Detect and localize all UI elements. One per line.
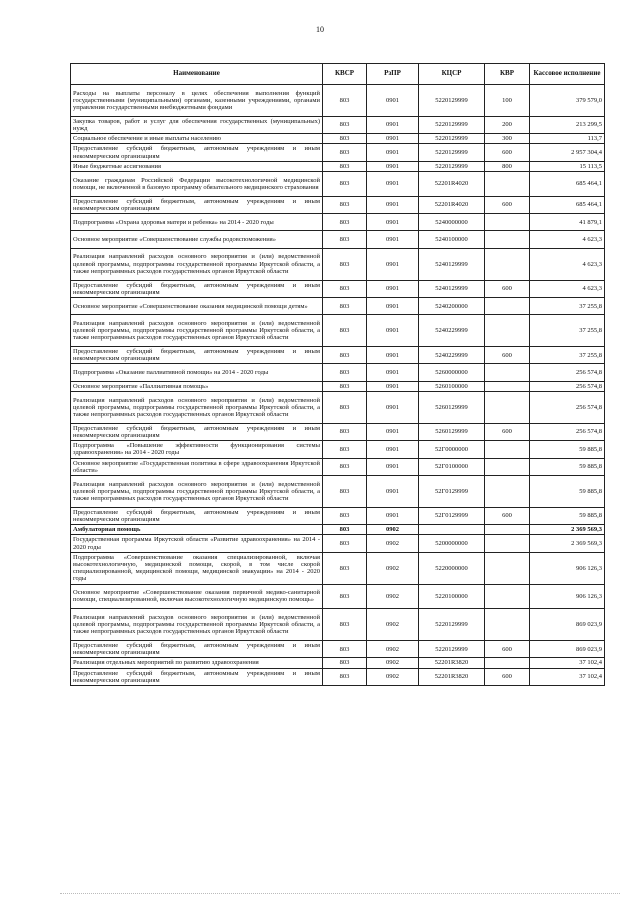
table-row bbox=[71, 423, 605, 440]
row-kcsr: 5220129999 bbox=[419, 609, 485, 641]
table-row bbox=[71, 213, 605, 230]
row-kcsr: 52Г0100000 bbox=[419, 458, 485, 475]
row-rzpr: 0901 bbox=[367, 423, 419, 440]
row-name: Предоставление субсидий бюджетным, автономным учреждениям и иным некоммерческим организациям bbox=[71, 347, 323, 364]
row-name: Реализация отдельных мероприятий по развитию здравоохранения bbox=[71, 658, 323, 668]
row-kvsr: 803 bbox=[323, 381, 367, 391]
row-name: Основное мероприятие «Совершенствование оказания первичной медико-санитарной помощи, специализированной, включая высокотехнологичную медицинскую помощь» bbox=[71, 584, 323, 609]
row-cash-execution: 2 369 569,3 bbox=[530, 535, 605, 552]
row-cash-execution: 59 885,8 bbox=[530, 458, 605, 475]
row-kvsr: 803 bbox=[323, 171, 367, 196]
row-name: Подпрограмма «Повышение эффективности функционирования системы здравоохранения» на 2014 - 2020 годы bbox=[71, 441, 323, 458]
row-cash-execution: 906 126,3 bbox=[530, 552, 605, 584]
row-kvr: 600 bbox=[485, 144, 530, 161]
table-row bbox=[71, 584, 605, 609]
row-kvsr: 803 bbox=[323, 668, 367, 685]
row-kcsr: 5220129999 bbox=[419, 144, 485, 161]
table-row bbox=[71, 144, 605, 161]
row-rzpr: 0901 bbox=[367, 134, 419, 144]
table-header-row bbox=[71, 64, 605, 85]
row-name: Оказание гражданам Российской Федерации высокотехнологичной медицинской помощи, не включенной в базовую программу обязательного медицинского страхования bbox=[71, 171, 323, 196]
row-cash-execution: 256 574,8 bbox=[530, 364, 605, 381]
row-kcsr: 5260100000 bbox=[419, 381, 485, 391]
row-kvsr: 803 bbox=[323, 476, 367, 508]
header-kvsr: КВСР bbox=[323, 64, 367, 85]
row-cash-execution: 256 574,8 bbox=[530, 423, 605, 440]
row-cash-execution: 37 102,4 bbox=[530, 668, 605, 685]
row-kvr bbox=[485, 552, 530, 584]
table-row bbox=[71, 248, 605, 280]
row-cash-execution: 685 464,1 bbox=[530, 196, 605, 213]
row-kvr: 600 bbox=[485, 668, 530, 685]
header-name: Наименование bbox=[71, 64, 323, 85]
row-kvr: 600 bbox=[485, 196, 530, 213]
row-kcsr: 52201R4020 bbox=[419, 196, 485, 213]
row-name: Закупка товаров, работ и услуг для обеспечения государственных (муниципальных) нужд bbox=[71, 116, 323, 133]
row-name: Подпрограмма «Охрана здоровья матери и ребенка» на 2014 - 2020 годы bbox=[71, 213, 323, 230]
row-kvsr: 803 bbox=[323, 507, 367, 524]
row-kvr bbox=[485, 381, 530, 391]
row-cash-execution: 59 885,8 bbox=[530, 507, 605, 524]
row-name: Предоставление субсидий бюджетным, автономным учреждениям и иным некоммерческим организациям bbox=[71, 280, 323, 297]
row-kvsr: 803 bbox=[323, 584, 367, 609]
row-kvr bbox=[485, 441, 530, 458]
row-rzpr: 0901 bbox=[367, 85, 419, 117]
row-name: Подпрограмма «Оказание паллиативной помощи» на 2014 - 2020 годы bbox=[71, 364, 323, 381]
table-row bbox=[71, 658, 605, 668]
row-name: Предоставление субсидий бюджетным, автономным учреждениям и иным некоммерческим организациям bbox=[71, 144, 323, 161]
row-kcsr: 52Г0129999 bbox=[419, 507, 485, 524]
row-rzpr: 0902 bbox=[367, 658, 419, 668]
row-cash-execution: 4 623,3 bbox=[530, 231, 605, 248]
row-kcsr: 5220129999 bbox=[419, 116, 485, 133]
row-kvr bbox=[485, 213, 530, 230]
row-kcsr: 5240129999 bbox=[419, 248, 485, 280]
table-row bbox=[71, 116, 605, 133]
table-row bbox=[71, 364, 605, 381]
table-row bbox=[71, 280, 605, 297]
row-kvsr: 803 bbox=[323, 392, 367, 424]
row-rzpr: 0902 bbox=[367, 668, 419, 685]
row-cash-execution: 41 879,1 bbox=[530, 213, 605, 230]
row-name: Предоставление субсидий бюджетным, автономным учреждениям и иным некоммерческим организациям bbox=[71, 668, 323, 685]
row-kvsr: 803 bbox=[323, 196, 367, 213]
row-rzpr: 0902 bbox=[367, 584, 419, 609]
row-kvsr: 803 bbox=[323, 347, 367, 364]
row-name: Иные бюджетные ассигнования bbox=[71, 161, 323, 171]
row-kvr bbox=[485, 364, 530, 381]
row-name: Основное мероприятие «Совершенствование оказания медицинской помощи детям» bbox=[71, 297, 323, 314]
row-name: Основное мероприятие «Совершенствование службы родовспоможения» bbox=[71, 231, 323, 248]
table-row bbox=[71, 315, 605, 347]
row-kvsr: 803 bbox=[323, 213, 367, 230]
row-kvr bbox=[485, 584, 530, 609]
row-rzpr: 0901 bbox=[367, 441, 419, 458]
row-kcsr: 52Г0000000 bbox=[419, 441, 485, 458]
row-name: Основное мероприятие «Паллиативная помощь» bbox=[71, 381, 323, 391]
table-body bbox=[71, 85, 605, 686]
row-rzpr: 0901 bbox=[367, 315, 419, 347]
row-kvsr: 803 bbox=[323, 640, 367, 657]
row-kvsr: 803 bbox=[323, 231, 367, 248]
table-row bbox=[71, 134, 605, 144]
table-row bbox=[71, 441, 605, 458]
row-rzpr: 0901 bbox=[367, 161, 419, 171]
row-kvsr: 803 bbox=[323, 85, 367, 117]
row-kcsr: 5200000000 bbox=[419, 535, 485, 552]
row-kcsr: 52201R3820 bbox=[419, 668, 485, 685]
row-name: Реализация направлений расходов основного мероприятия и (или) ведомственной целевой программы, подпрограммы государственной программы Иркутской области, а также непрограммных расходов государственных органов Иркутской области bbox=[71, 315, 323, 347]
row-cash-execution: 113,7 bbox=[530, 134, 605, 144]
table-row bbox=[71, 525, 605, 535]
row-kcsr: 52Г0129999 bbox=[419, 476, 485, 508]
row-kvsr: 803 bbox=[323, 609, 367, 641]
row-rzpr: 0902 bbox=[367, 640, 419, 657]
row-rzpr: 0902 bbox=[367, 525, 419, 535]
row-name: Предоставление субсидий бюджетным, автономным учреждениям и иным некоммерческим организациям bbox=[71, 507, 323, 524]
header-kcsr: КЦСР bbox=[419, 64, 485, 85]
row-cash-execution: 379 579,0 bbox=[530, 85, 605, 117]
row-kvr: 300 bbox=[485, 134, 530, 144]
row-rzpr: 0902 bbox=[367, 552, 419, 584]
row-cash-execution: 4 623,3 bbox=[530, 248, 605, 280]
row-kvsr: 803 bbox=[323, 458, 367, 475]
row-kvsr: 803 bbox=[323, 315, 367, 347]
row-kvsr: 803 bbox=[323, 441, 367, 458]
row-kcsr: 5240100000 bbox=[419, 231, 485, 248]
row-cash-execution: 256 574,8 bbox=[530, 381, 605, 391]
row-kvr: 100 bbox=[485, 85, 530, 117]
row-kvsr: 803 bbox=[323, 134, 367, 144]
row-name: Реализация направлений расходов основного мероприятия и (или) ведомственной целевой программы, подпрограммы государственной программы Иркутской области, а также непрограммных расходов государственных органов Иркутской области bbox=[71, 609, 323, 641]
table-row bbox=[71, 609, 605, 641]
row-kvr: 600 bbox=[485, 507, 530, 524]
row-rzpr: 0901 bbox=[367, 213, 419, 230]
row-kvsr: 803 bbox=[323, 116, 367, 133]
row-cash-execution: 685 464,1 bbox=[530, 171, 605, 196]
row-rzpr: 0901 bbox=[367, 381, 419, 391]
row-rzpr: 0901 bbox=[367, 392, 419, 424]
row-kvsr: 803 bbox=[323, 280, 367, 297]
table-row bbox=[71, 535, 605, 552]
row-rzpr: 0901 bbox=[367, 248, 419, 280]
row-kvsr: 803 bbox=[323, 423, 367, 440]
row-rzpr: 0901 bbox=[367, 144, 419, 161]
row-kvr bbox=[485, 315, 530, 347]
row-kcsr: 5220129999 bbox=[419, 161, 485, 171]
row-kvr bbox=[485, 171, 530, 196]
row-kvr bbox=[485, 609, 530, 641]
row-cash-execution: 37 255,8 bbox=[530, 297, 605, 314]
row-kvr: 600 bbox=[485, 347, 530, 364]
row-name: Реализация направлений расходов основного мероприятия и (или) ведомственной целевой программы, подпрограммы государственной программы Иркутской области, а также непрограммных расходов государственных органов Иркутской области bbox=[71, 248, 323, 280]
table-row bbox=[71, 297, 605, 314]
row-name: Подпрограмма «Совершенствование оказания специализированной, включая высокотехнологичную, медицинской помощи, скорой, в том числе скорой специализированной, медицинской помощи, медицинской эвакуации» на 2014 - 2020 годы bbox=[71, 552, 323, 584]
table-row bbox=[71, 171, 605, 196]
row-kcsr: 5220129999 bbox=[419, 85, 485, 117]
row-rzpr: 0901 bbox=[367, 196, 419, 213]
row-kvr: 600 bbox=[485, 280, 530, 297]
row-cash-execution: 869 023,9 bbox=[530, 640, 605, 657]
row-kcsr: 5260129999 bbox=[419, 392, 485, 424]
row-cash-execution: 906 126,3 bbox=[530, 584, 605, 609]
row-kvsr: 803 bbox=[323, 248, 367, 280]
row-kcsr: 52201R4020 bbox=[419, 171, 485, 196]
row-cash-execution: 2 369 569,3 bbox=[530, 525, 605, 535]
row-cash-execution: 15 113,5 bbox=[530, 161, 605, 171]
row-kvr bbox=[485, 535, 530, 552]
row-rzpr: 0901 bbox=[367, 458, 419, 475]
row-rzpr: 0901 bbox=[367, 476, 419, 508]
row-kvr bbox=[485, 476, 530, 508]
row-name: Социальное обеспечение и иные выплаты населению bbox=[71, 134, 323, 144]
row-cash-execution: 59 885,8 bbox=[530, 476, 605, 508]
table-row bbox=[71, 552, 605, 584]
row-kvsr: 803 bbox=[323, 658, 367, 668]
row-kcsr: 5220129999 bbox=[419, 134, 485, 144]
table-row bbox=[71, 161, 605, 171]
table-row bbox=[71, 347, 605, 364]
row-kvr bbox=[485, 525, 530, 535]
row-kcsr: 52201R3820 bbox=[419, 658, 485, 668]
row-kcsr: 5240000000 bbox=[419, 213, 485, 230]
row-name: Государственная программа Иркутской области «Развитие здравоохранения» на 2014 - 2020 годы bbox=[71, 535, 323, 552]
row-name: Предоставление субсидий бюджетным, автономным учреждениям и иным некоммерческим организациям bbox=[71, 196, 323, 213]
budget-execution-table bbox=[70, 63, 605, 686]
table-row bbox=[71, 507, 605, 524]
row-kcsr: 5240129999 bbox=[419, 280, 485, 297]
table-row bbox=[71, 196, 605, 213]
row-rzpr: 0902 bbox=[367, 609, 419, 641]
row-kcsr: 5240229999 bbox=[419, 347, 485, 364]
row-cash-execution: 59 885,8 bbox=[530, 441, 605, 458]
row-rzpr: 0901 bbox=[367, 347, 419, 364]
row-kvsr: 803 bbox=[323, 525, 367, 535]
row-rzpr: 0901 bbox=[367, 231, 419, 248]
row-cash-execution: 37 102,4 bbox=[530, 658, 605, 668]
row-kvr bbox=[485, 231, 530, 248]
row-rzpr: 0901 bbox=[367, 297, 419, 314]
row-kcsr: 5260129999 bbox=[419, 423, 485, 440]
table-row bbox=[71, 640, 605, 657]
table-row bbox=[71, 231, 605, 248]
row-kvsr: 803 bbox=[323, 297, 367, 314]
header-kvr: КВР bbox=[485, 64, 530, 85]
row-rzpr: 0901 bbox=[367, 280, 419, 297]
row-name: Основное мероприятие «Государственная политика в сфере здравоохранения Иркутской области» bbox=[71, 458, 323, 475]
row-kvr: 600 bbox=[485, 640, 530, 657]
row-kvsr: 803 bbox=[323, 535, 367, 552]
scan-artifact-line bbox=[60, 893, 620, 895]
row-kcsr: 5240200000 bbox=[419, 297, 485, 314]
row-kcsr: 5240229999 bbox=[419, 315, 485, 347]
row-kvr bbox=[485, 658, 530, 668]
row-rzpr: 0902 bbox=[367, 535, 419, 552]
row-kvr bbox=[485, 392, 530, 424]
row-kvr: 800 bbox=[485, 161, 530, 171]
row-kvr: 600 bbox=[485, 423, 530, 440]
row-kvsr: 803 bbox=[323, 144, 367, 161]
table-row bbox=[71, 392, 605, 424]
row-name: Амбулаторная помощь bbox=[71, 525, 323, 535]
row-kvsr: 803 bbox=[323, 161, 367, 171]
header-rzpr: РзПР bbox=[367, 64, 419, 85]
row-kcsr: 5260000000 bbox=[419, 364, 485, 381]
row-cash-execution: 869 023,9 bbox=[530, 609, 605, 641]
row-cash-execution: 2 957 304,4 bbox=[530, 144, 605, 161]
row-cash-execution: 4 623,3 bbox=[530, 280, 605, 297]
row-kvsr: 803 bbox=[323, 552, 367, 584]
row-rzpr: 0901 bbox=[367, 116, 419, 133]
row-kcsr: 5220000000 bbox=[419, 552, 485, 584]
row-rzpr: 0901 bbox=[367, 171, 419, 196]
row-cash-execution: 256 574,8 bbox=[530, 392, 605, 424]
table-row bbox=[71, 381, 605, 391]
table-row bbox=[71, 476, 605, 508]
row-kcsr bbox=[419, 525, 485, 535]
row-cash-execution: 37 255,8 bbox=[530, 315, 605, 347]
row-kcsr: 5220100000 bbox=[419, 584, 485, 609]
row-rzpr: 0901 bbox=[367, 364, 419, 381]
row-cash-execution: 213 299,5 bbox=[530, 116, 605, 133]
row-kvr bbox=[485, 248, 530, 280]
row-kvr bbox=[485, 297, 530, 314]
table-row bbox=[71, 668, 605, 685]
row-name: Реализация направлений расходов основного мероприятия и (или) ведомственной целевой программы, подпрограммы государственной программы Иркутской области, а также непрограммных расходов государственных органов Иркутской области bbox=[71, 392, 323, 424]
row-name: Расходы на выплаты персоналу в целях обеспечения выполнения функций государственными (муниципальными) органами, казенными учреждениями, органами управления государственными внебюджетными фондами bbox=[71, 85, 323, 117]
row-cash-execution: 37 255,8 bbox=[530, 347, 605, 364]
row-kcsr: 5220129999 bbox=[419, 640, 485, 657]
table-row bbox=[71, 458, 605, 475]
row-kvr: 200 bbox=[485, 116, 530, 133]
header-cash-execution: Кассовое исполнение bbox=[530, 64, 605, 85]
table-row bbox=[71, 85, 605, 117]
row-name: Реализация направлений расходов основного мероприятия и (или) ведомственной целевой программы, подпрограммы государственной программы Иркутской области, а также непрограммных расходов государственных органов Иркутской области bbox=[71, 476, 323, 508]
row-rzpr: 0901 bbox=[367, 507, 419, 524]
row-kvr bbox=[485, 458, 530, 475]
page-number: 10 bbox=[316, 25, 324, 34]
row-name: Предоставление субсидий бюджетным, автономным учреждениям и иным некоммерческим организациям bbox=[71, 423, 323, 440]
row-name: Предоставление субсидий бюджетным, автономным учреждениям и иным некоммерческим организациям bbox=[71, 640, 323, 657]
row-kvsr: 803 bbox=[323, 364, 367, 381]
